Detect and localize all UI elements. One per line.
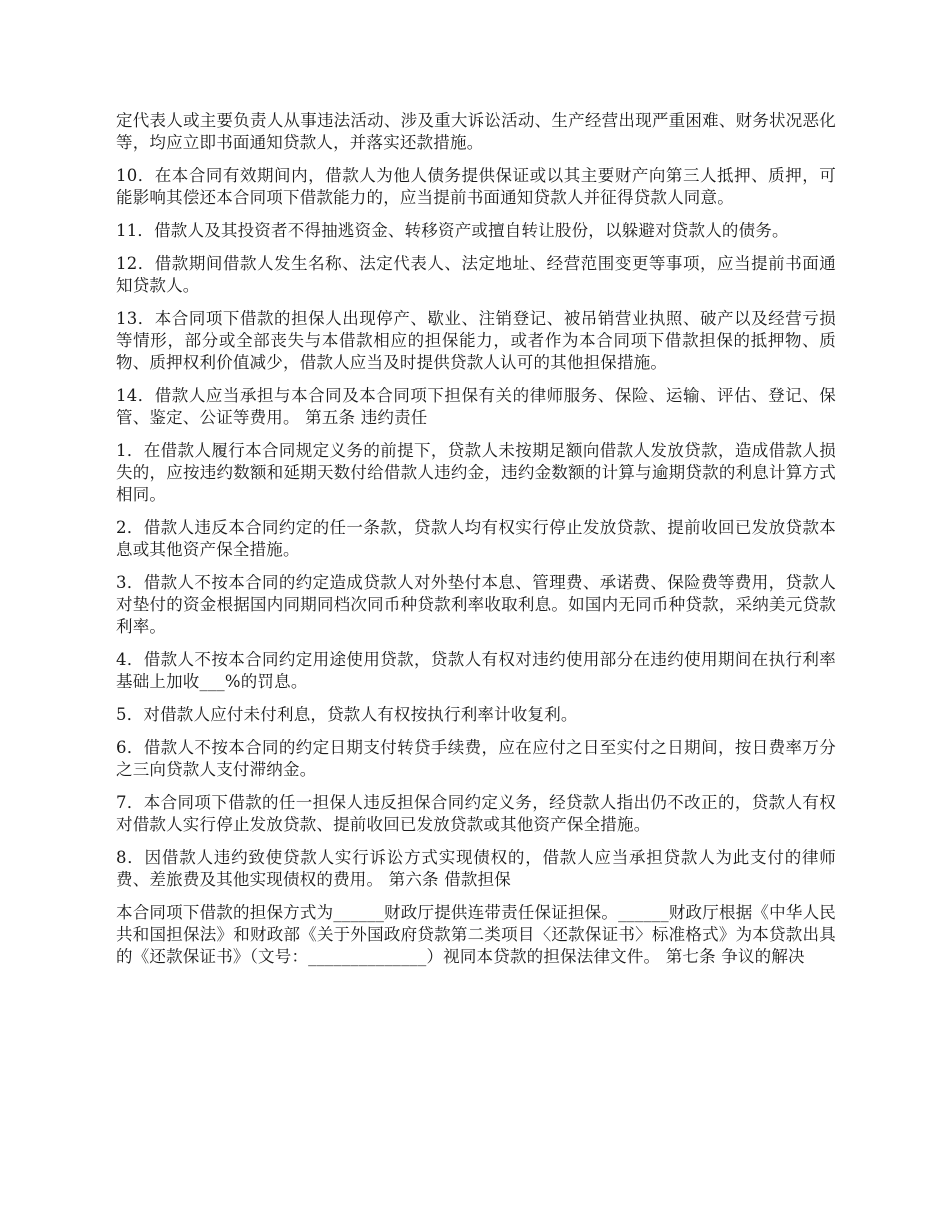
paragraph: 3．借款人不按本合同的约定造成贷款人对外垫付本息、管理费、承诺费、保险费等费用，贷款人对垫付的资金根据国内同期同档次同币种贷款利率收取利息。如国内无同币种贷款，采纳美元贷款利率。 xyxy=(116,573,836,636)
paragraph: 定代表人或主要负责人从事违法活动、涉及重大诉讼活动、生产经营出现严重困难、财务状况恶化等，均应立即书面通知贷款人，并落实还款措施。 xyxy=(116,111,836,152)
paragraph: 11．借款人及其投资者不得抽逃资金、转移资产或擅自转让股份，以躲避对贷款人的债务。 xyxy=(116,221,789,240)
paragraph: 8．因借款人违约致使贷款人实行诉讼方式实现债权的，借款人应当承担贷款人为此支付的律师费、差旅费及其他实现债权的费用。 第六条 借款担保 xyxy=(116,848,836,889)
paragraph: 2．借款人违反本合同约定的任一条款，贷款人均有权实行停止发放贷款、提前收回已发放贷款本息或其他资产保全措施。 xyxy=(116,518,836,559)
paragraph: 5．对借款人应付未付利息，贷款人有权按执行利率计收复利。 xyxy=(116,705,578,724)
paragraph: 本合同项下借款的担保方式为______财政厅提供连带责任保证担保。______财政厅根据《中华人民共和国担保法》和财政部《关于外国政府贷款第二类项目〈还款保证书〉标准格式》为本贷款出具的《还款保证书》（文号：______________）视同本贷款的担保法律文件。 第七条 争议的解决 xyxy=(116,903,836,966)
paragraph: 10．在本合同有效期间内，借款人为他人债务提供保证或以其主要财产向第三人抵押、质押，可能影响其偿还本合同项下借款能力的，应当提前书面通知贷款人并征得贷款人同意。 xyxy=(116,166,836,207)
paragraph: 6．借款人不按本合同的约定日期支付转贷手续费，应在应付之日至实付之日期间，按日费率万分之三向贷款人支付滞纳金。 xyxy=(116,738,836,779)
paragraph: 1．在借款人履行本合同规定义务的前提下，贷款人未按期足额向借款人发放贷款，造成借款人损失的，应按违约数额和延期天数付给借款人违约金，违约金数额的计算与逾期贷款的利息计算方式相同。 xyxy=(116,441,836,504)
paragraph: 4．借款人不按本合同约定用途使用贷款，贷款人有权对违约使用部分在违约使用期间在执行利率基础上加收___%的罚息。 xyxy=(116,650,836,691)
paragraph: 12．借款期间借款人发生名称、法定代表人、法定地址、经营范围变更等事项，应当提前书面通知贷款人。 xyxy=(116,254,836,295)
document-body xyxy=(116,110,836,979)
paragraph: 7．本合同项下借款的任一担保人违反担保合同约定义务，经贷款人指出仍不改正的，贷款人有权对借款人实行停止发放贷款、提前收回已发放贷款或其他资产保全措施。 xyxy=(116,793,836,834)
paragraph: 13．本合同项下借款的担保人出现停产、歇业、注销登记、被吊销营业执照、破产以及经营亏损等情形，部分或全部丧失与本借款相应的担保能力，或者作为本合同项下借款担保的抵押物、质物、质押权利价值减少，借款人应当及时提供贷款人认可的其他担保措施。 xyxy=(116,309,836,372)
paragraph: 14．借款人应当承担与本合同及本合同项下担保有关的律师服务、保险、运输、评估、登记、保管、鉴定、公证等费用。 第五条 违约责任 xyxy=(116,386,836,427)
